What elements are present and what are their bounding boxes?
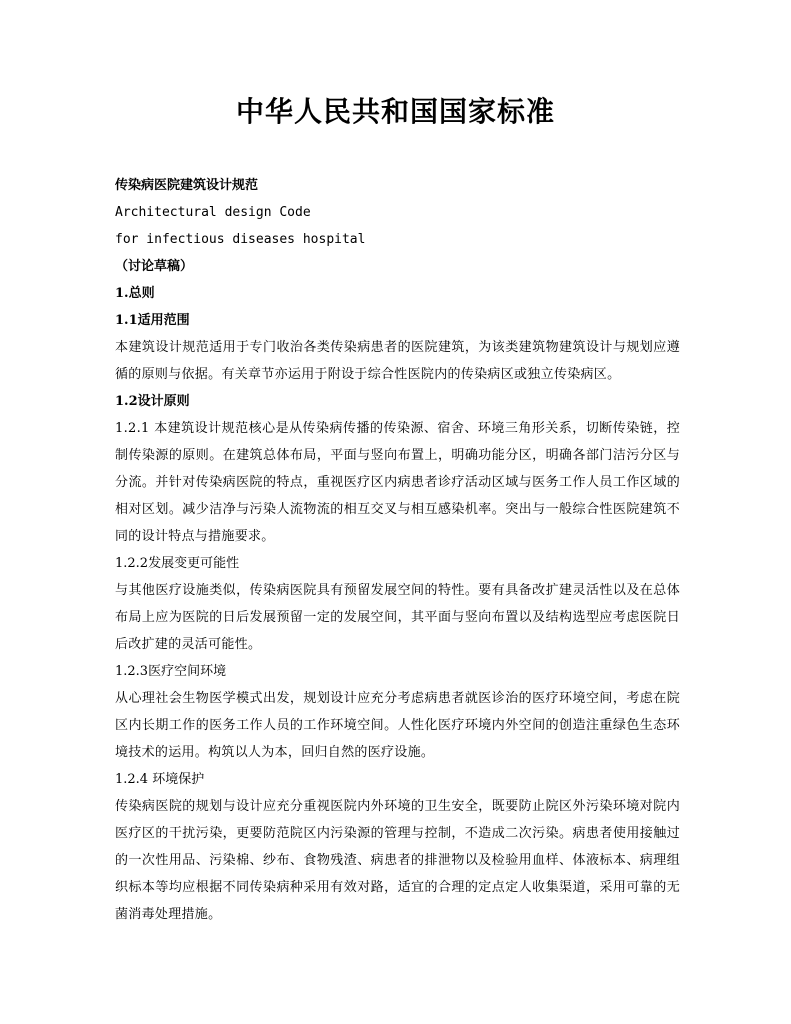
standard-title-cn: 传染病医院建筑设计规范 [115, 178, 259, 193]
standard-title-en-line2: for infectious diseases hospital [115, 232, 366, 247]
section-1-1-text: 本建筑设计规范适用于专门收治各类传染病患者的医院建筑，为该类建筑物建筑设计与规划应遵循的原则与依据。有关章节亦运用于附设于综合性医院内的传染病区或独立传染病区。 [115, 340, 680, 382]
section-1-2-1-text: 1.2.1 本建筑设计规范核心是从传染病传播的传染源、宿舍、环境三角形关系，切断传染链，控制传染源的原则。在建筑总体布局，平面与竖向布置上，明确功能分区，明确各部门洁污分区与分流。并针对传染病医院的特点，重视医疗区内病患者诊疗活动区域与医务工作人员工作区域的相对区划。减少洁净与污染人流物流的相互交叉与相互感染机率。突出与一般综合性医院建筑不同的设计特点与措施要求。 [115, 421, 680, 544]
section-1-2-2-text: 与其他医疗设施类似，传染病医院具有预留发展空间的特性。要有具备改扩建灵活性以及在总体布局上应为医院的日后发展预留一定的发展空间，其平面与竖向布置以及结构选型应考虑医院日后改扩建的灵活可能性。 [115, 583, 680, 652]
section-1-2-4-text: 传染病医院的规划与设计应充分重视医院内外环境的卫生安全，既要防止院区外污染环境对院内医疗区的干扰污染，更要防范院区内污染源的管理与控制，不造成二次污染。病患者使用接触过的一次性用品、污染棉、纱布、食物残渣、病患者的排泄物以及检验用血样、体液标本、病理组织标本等均应根据不同传染病种采用有效对路，适宜的合理的定点定人收集渠道，采用可靠的无菌消毒处理措施。 [115, 799, 680, 922]
draft-note: （讨论草稿） [115, 259, 194, 274]
section-1-2-heading: 1.2设计原则 [115, 394, 190, 409]
document-body [115, 172, 680, 928]
standard-title-en-line1: Architectural design Code [115, 205, 311, 220]
section-1-2-2-heading: 1.2.2发展变更可能性 [115, 556, 240, 571]
section-1-2-3-heading: 1.2.3医疗空间环境 [115, 664, 227, 679]
main-title: 中华人民共和国国家标准 [235, 95, 555, 128]
section-1-1-heading: 1.1适用范围 [115, 313, 190, 328]
section-1-2-4-heading: 1.2.4 环境保护 [115, 772, 205, 787]
section-1-2-3-text: 从心理社会生物医学模式出发，规划设计应充分考虑病患者就医诊治的医疗环境空间，考虑在院区内长期工作的医务工作人员的工作环境空间。人性化医疗环境内外空间的创造注重绿色生态环境技术的运用。构筑以人为本，回归自然的医疗设施。 [115, 691, 680, 760]
section-1-heading: 1.总则 [115, 286, 155, 301]
